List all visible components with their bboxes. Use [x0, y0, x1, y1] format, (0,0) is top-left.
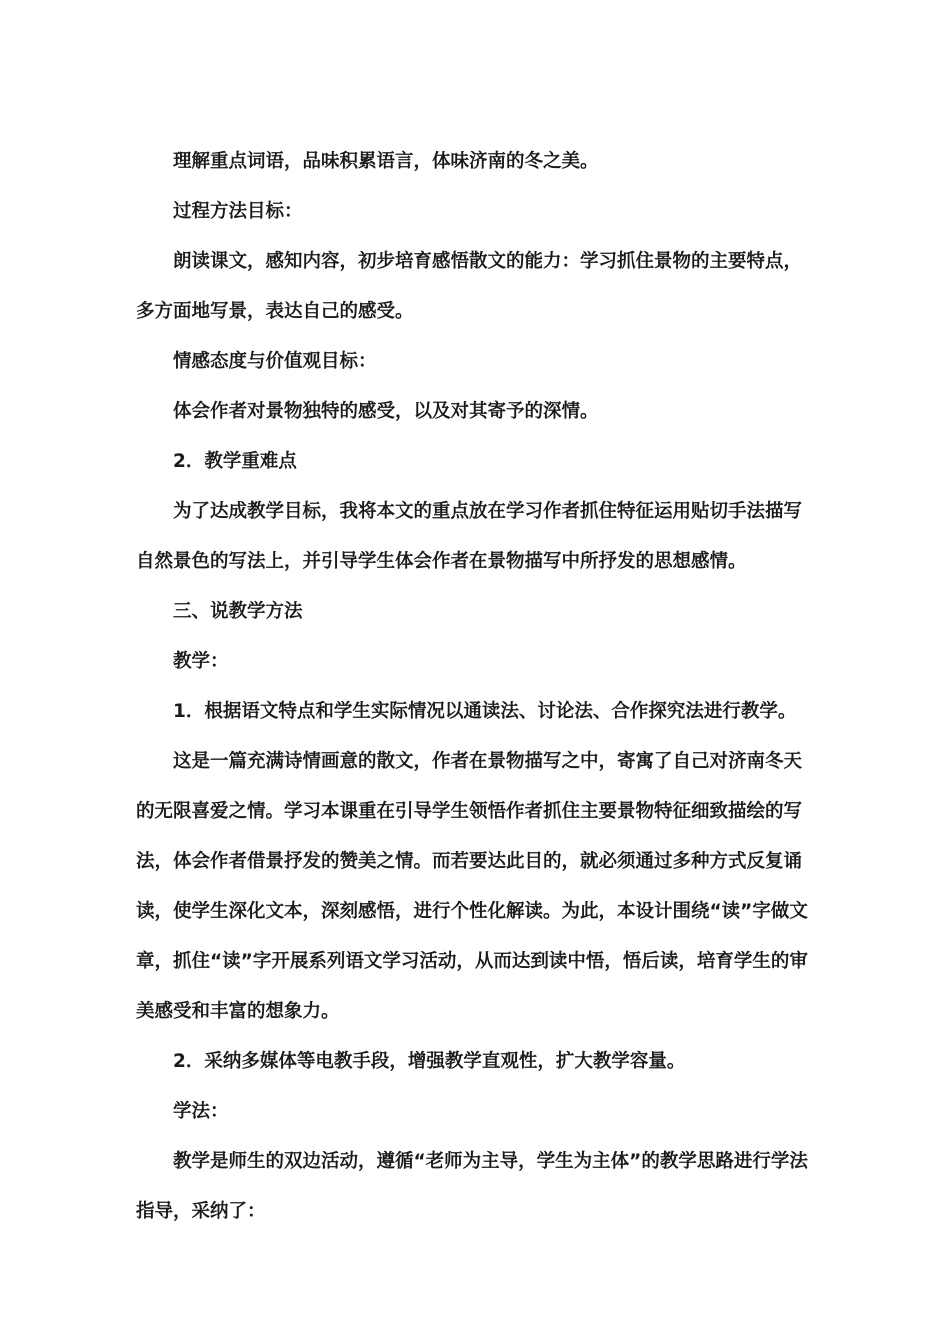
paragraph-process-method: 朗读课文，感知内容，初步培育感悟散文的能力：学习抓住景物的主要特点，多方面地写景，表达自己的感受。 — [136, 251, 803, 322]
heading-teaching-methods: 三、说教学方法 — [173, 601, 303, 622]
paragraph-key-difficulties: 为了达成教学目标，我将本文的重点放在学习作者抓住特征运用贴切手法描写自然景色的写法上，并引导学生体会作者在景物描写中所抒发的思想感情。 — [136, 501, 803, 572]
document-body — [136, 137, 816, 1237]
paragraph-emotion: 体会作者对景物独特的感受，以及对其寄予的深情。 — [173, 401, 599, 422]
heading-learning-methods: 学法： — [173, 1101, 229, 1122]
heading-teaching: 教学： — [173, 651, 229, 672]
paragraph-method-2: 2．采纳多媒体等电教手段，增强教学直观性，扩大教学容量。 — [173, 1051, 686, 1072]
heading-process-method-goal: 过程方法目标： — [173, 201, 303, 222]
paragraph-method-1: 1．根据语文特点和学生实际情况以通读法、讨论法、合作探究法进行教学。 — [173, 701, 797, 722]
paragraph-goal-knowledge: 理解重点词语，品味积累语言，体味济南的冬之美。 — [173, 151, 599, 172]
heading-emotion-goal: 情感态度与价值观目标： — [173, 351, 377, 372]
heading-key-difficulties: 2．教学重难点 — [173, 451, 297, 472]
paragraph-learning-methods: 教学是师生的双边活动，遵循“老师为主导，学生为主体”的教学思路进行学法指导，采纳了： — [136, 1151, 808, 1222]
paragraph-method-1-detail: 这是一篇充满诗情画意的散文，作者在景物描写之中，寄寓了自己对济南冬天的无限喜爱之情。学习本课重在引导学生领悟作者抓住主要景物特征细致描绘的写法，体会作者借景抒发的赞美之情。而若要达此目的，就必须通过多种方式反复诵读，使学生深化文本，深刻感悟，进行个性化解读。为此，本设计围绕“读”字做文章，抓住“读”字开展系列语文学习活动，从而达到读中悟，悟后读，培育学生的审美感受和丰富的想象力。 — [136, 751, 808, 1022]
